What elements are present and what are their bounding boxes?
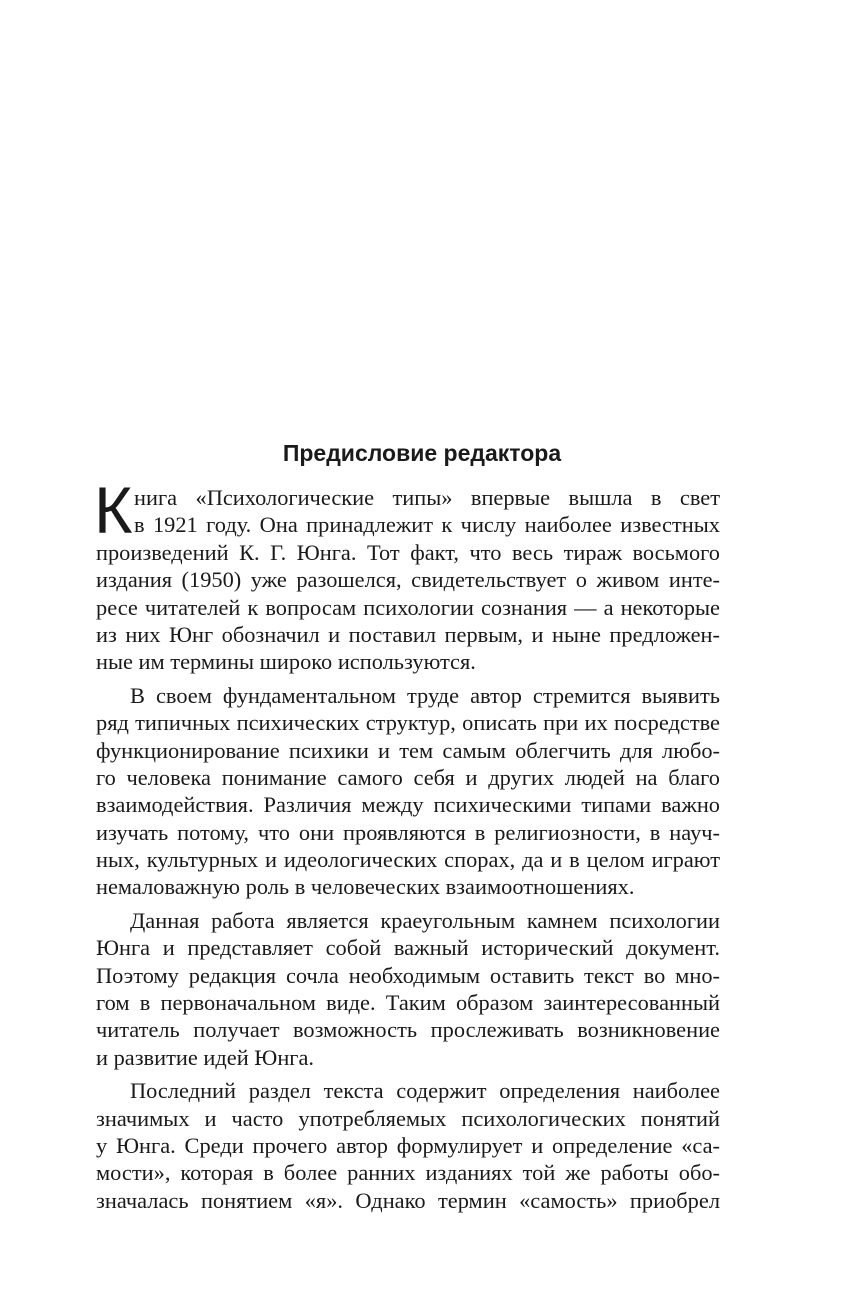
text-line	[96, 846, 720, 873]
text-line-content: значимых и часто употребляемых психологических понятий	[96, 1105, 720, 1131]
text-line-content: Поэтому редакция сочла необходимым оставить текст во мно-	[96, 962, 720, 988]
text-line	[96, 1044, 720, 1071]
text-line-content: ряд типичных психических структур, описать при их посредстве	[96, 710, 720, 736]
drop-cap: К	[94, 473, 133, 547]
text-line-content: ресе читателей к вопросам психологии сознания — а некоторые	[96, 594, 720, 620]
text-line-content: у Юнга. Среди прочего автор формулирует и определение «са-	[96, 1132, 720, 1158]
text-line-content: значалась понятием «я». Однако термин «самость» приобрел	[96, 1187, 720, 1213]
text-line-content: го человека понимание самого себя и других людей на благо	[96, 764, 720, 790]
text-line	[96, 1105, 720, 1132]
text-line	[96, 934, 720, 961]
text-line	[96, 594, 720, 621]
text-line	[96, 682, 720, 709]
page-title: Предисловие редактора	[282, 440, 562, 466]
text-line-content: гом в первоначальном виде. Таким образом заинтересованный	[96, 990, 720, 1016]
paragraph	[96, 682, 720, 901]
text-line	[96, 1016, 720, 1043]
text-line-content: произведений К. Г. Юнга. Тот факт, что весь тираж восьмого	[96, 539, 720, 565]
text-line-content: издания (1950) уже разошелся, свидетельствует о живом инте-	[96, 567, 720, 593]
text-line-content: Юнга и представляет собой важный исторический документ.	[96, 935, 720, 961]
text-line-content: взаимодействия. Различия между психическими типами важно	[96, 792, 720, 818]
text-line	[96, 1077, 720, 1104]
text-line	[96, 907, 720, 934]
text-line	[96, 873, 720, 900]
text-line-content: и развитие идей Юнга.	[96, 1044, 315, 1070]
text-line-content: в 1921 году. Она принадлежит к числу наиболее известных	[134, 512, 720, 538]
paragraph	[94, 473, 720, 676]
text-line	[96, 989, 720, 1016]
text-line	[96, 764, 720, 791]
text-line-content: Последний раздел текста содержит определения наиболее	[130, 1078, 720, 1104]
text-line	[96, 709, 720, 736]
text-line	[96, 737, 720, 764]
text-line-content: ные им термины широко используются.	[96, 649, 476, 675]
text-line-content: мости», которая в более ранних изданиях той же работы обо-	[96, 1160, 720, 1186]
body-text	[94, 473, 720, 1214]
text-line-content: В своем фундаментальном труде автор стремится выявить	[130, 682, 720, 708]
text-line-content: Данная работа является краеугольным камнем психологии	[130, 907, 720, 933]
text-line	[96, 1159, 720, 1186]
text-line	[96, 791, 720, 818]
text-line	[96, 1132, 720, 1159]
paragraph	[96, 1077, 720, 1214]
paragraph	[96, 907, 720, 1071]
text-line	[96, 648, 720, 675]
text-line-content: ных, культурных и идеологических спорах, да и в целом играют	[96, 847, 720, 873]
text-line	[96, 819, 720, 846]
text-line-content: немаловажную роль в человеческих взаимоотношениях.	[96, 874, 635, 900]
text-line	[96, 539, 720, 566]
text-line-content: изучать потому, что они проявляются в религиозности, в науч-	[96, 819, 720, 845]
text-line	[96, 566, 720, 593]
text-line	[96, 511, 720, 538]
text-line-content: нига «Психологические типы» впервые вышла в свет	[134, 485, 720, 510]
text-line-content: из них Юнг обозначил и поставил первым, и ныне предложен-	[96, 621, 720, 647]
text-line	[96, 621, 720, 648]
text-line-content: читатель получает возможность прослеживать возникновение	[96, 1017, 720, 1043]
text-line	[96, 1187, 720, 1214]
text-line	[96, 962, 720, 989]
text-line-content: функционирование психики и тем самым облегчить для любо-	[96, 737, 720, 763]
